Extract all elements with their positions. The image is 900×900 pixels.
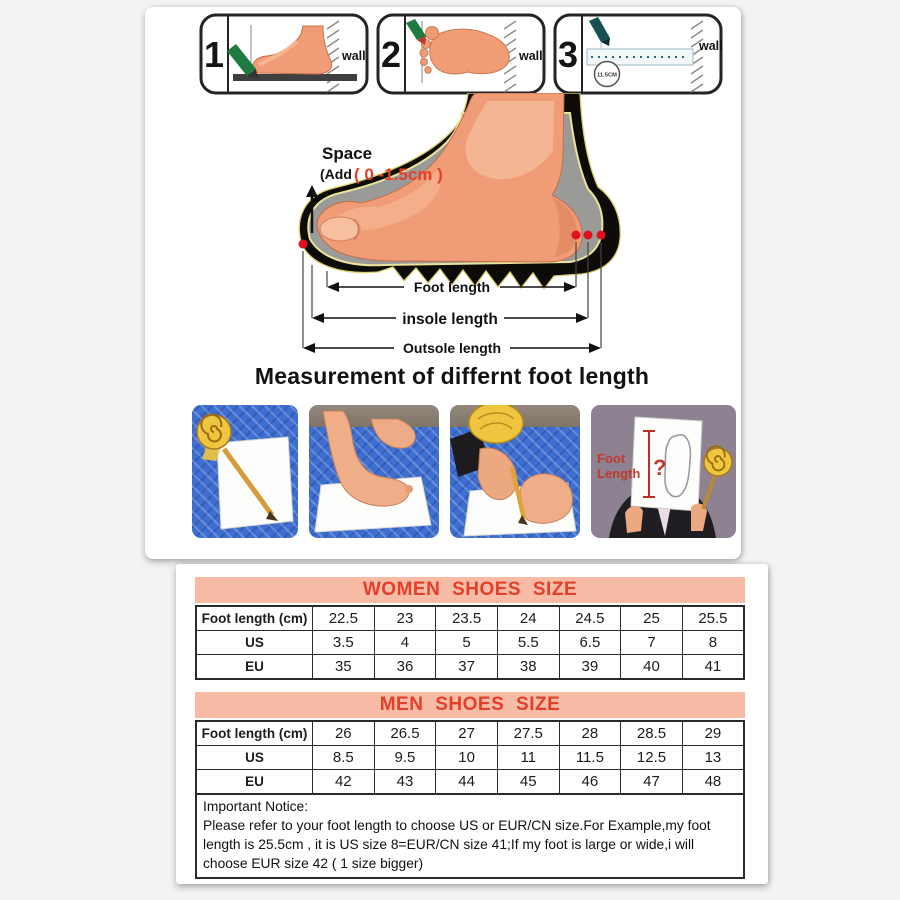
measure-steps-row [199, 13, 723, 95]
size-cell: 11 [497, 746, 559, 770]
men-size-table [195, 720, 745, 795]
wall-label: wall [342, 49, 366, 63]
size-cell: 4 [374, 631, 436, 655]
table-row [196, 721, 744, 746]
size-cell: 43 [374, 770, 436, 795]
yellow-cloth-icon [469, 405, 523, 443]
lollipop-icon [703, 446, 732, 509]
size-cell: 28.5 [621, 721, 683, 746]
size-cell: 8 [682, 631, 744, 655]
measured-length-value: 11.5CM [597, 72, 617, 79]
size-cell: 45 [497, 770, 559, 795]
photo-feet-on-paper [309, 405, 439, 538]
size-tables [195, 577, 745, 879]
tracing-illustration [450, 405, 580, 538]
size-chart-card [176, 564, 768, 884]
size-cell: 3.5 [313, 631, 375, 655]
photo-tracing-foot [450, 405, 580, 538]
size-cell: 8.5 [313, 746, 375, 770]
size-cell: 35 [313, 655, 375, 680]
size-cell: 27 [436, 721, 498, 746]
photo-foot-label: Foot [597, 451, 626, 466]
row-label: Foot length (cm) [196, 606, 313, 631]
paper-icon [631, 417, 702, 511]
result-illustration [591, 405, 736, 538]
size-cell: 26 [313, 721, 375, 746]
step-1-number: 1 [203, 34, 225, 75]
insole-length-label: insole length [402, 311, 498, 328]
size-cell: 42 [313, 770, 375, 795]
size-cell: 24.5 [559, 606, 621, 631]
back-foot-icon [371, 419, 415, 448]
how-to-photos-row [192, 405, 736, 538]
big-toe-icon [320, 217, 360, 241]
size-cell: 22.5 [313, 606, 375, 631]
size-cell: 38 [497, 655, 559, 680]
space-add-value: ( 0 -1.5cm ) [354, 165, 443, 184]
size-cell: 47 [621, 770, 683, 795]
size-cell: 29 [682, 721, 744, 746]
row-label: US [196, 631, 313, 655]
foot-length-label: Foot length [413, 279, 491, 295]
table-row [196, 631, 744, 655]
wall-label: wall [519, 49, 543, 63]
size-cell: 12.5 [621, 746, 683, 770]
diagram-title: Measurement of differnt foot length [254, 363, 650, 389]
traced-foot-icon [520, 474, 572, 524]
photo-foot-outline-result [591, 405, 736, 538]
measured-length-badge [595, 62, 620, 87]
wall-label: wall [699, 39, 723, 53]
step-2-panel [376, 13, 546, 95]
men-table-title: MEN SHOES SIZE [195, 692, 745, 718]
table-row [196, 606, 744, 631]
size-cell: 5.5 [497, 631, 559, 655]
outsole-length-dimension [303, 340, 601, 356]
insole-length-dimension [312, 311, 588, 328]
table-row [196, 770, 744, 795]
row-label: EU [196, 655, 313, 680]
size-cell: 23.5 [436, 606, 498, 631]
foot-measurement-diagram [292, 93, 682, 401]
important-notice [195, 795, 745, 879]
measurement-guide-card [145, 7, 741, 559]
size-cell: 46 [559, 770, 621, 795]
space-add-prefix: (Add [320, 166, 352, 182]
size-cell: 28 [559, 721, 621, 746]
step-3-panel [553, 13, 723, 95]
size-cell: 5 [436, 631, 498, 655]
notice-body: Please refer to your foot length to choose US or EUR/CN size.For Example,my foot length is 25.5cm , it is US size 8=EUR/CN size 41;If my foot is large or wide,i will choose EUR size 42 ( 1 size bigger) [203, 818, 711, 872]
step-1-panel [199, 13, 369, 95]
size-cell: 27.5 [497, 721, 559, 746]
photo-length-label: Length [597, 466, 641, 481]
photo-pencil-paper [192, 405, 298, 538]
table-row [196, 746, 744, 770]
question-mark-label: ? [653, 455, 667, 480]
row-label: Foot length (cm) [196, 721, 313, 746]
left-hand-icon [625, 506, 643, 533]
size-cell: 24 [497, 606, 559, 631]
outsole-length-label: Outsole length [403, 340, 501, 356]
feet-illustration [309, 405, 439, 538]
step-3-number: 3 [557, 34, 579, 75]
size-cell: 11.5 [559, 746, 621, 770]
size-cell: 9.5 [374, 746, 436, 770]
size-cell: 23 [374, 606, 436, 631]
pencil-paper-illustration [192, 405, 298, 538]
size-cell: 13 [682, 746, 744, 770]
size-cell: 6.5 [559, 631, 621, 655]
size-cell: 48 [682, 770, 744, 795]
size-cell: 40 [621, 655, 683, 680]
space-label: Space [322, 144, 373, 163]
step-2-number: 2 [380, 34, 402, 75]
size-cell: 41 [682, 655, 744, 680]
notice-title: Important Notice: [203, 799, 309, 814]
size-cell: 25.5 [682, 606, 744, 631]
size-cell: 10 [436, 746, 498, 770]
row-label: US [196, 746, 313, 770]
women-size-table [195, 605, 745, 680]
size-cell: 39 [559, 655, 621, 680]
size-cell: 44 [436, 770, 498, 795]
row-label: EU [196, 770, 313, 795]
table-row [196, 655, 744, 680]
size-cell: 26.5 [374, 721, 436, 746]
size-cell: 25 [621, 606, 683, 631]
size-cell: 36 [374, 655, 436, 680]
size-cell: 37 [436, 655, 498, 680]
women-table-title: WOMEN SHOES SIZE [195, 577, 745, 603]
size-cell: 7 [621, 631, 683, 655]
